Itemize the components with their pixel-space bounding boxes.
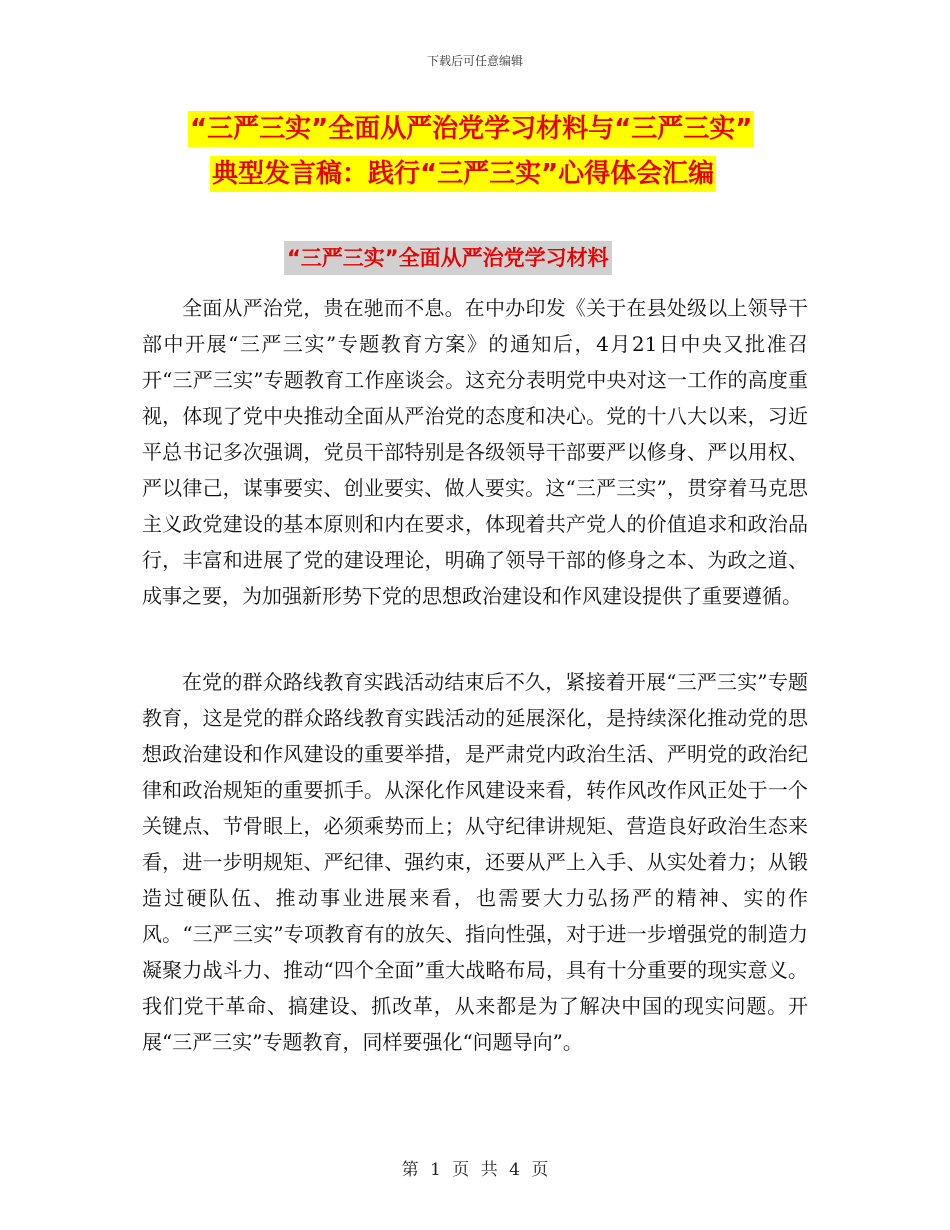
page-header-note: 下载后可任意编辑 [426,54,523,68]
section-heading: “三严三实”全面从严治党学习材料 [284,241,612,275]
page-number-footer: 第 1 页 共 4 页 [401,1160,549,1180]
document-title-line-2: 典型发言稿：践行“三严三实”心得体会汇编 [210,156,716,192]
body-paragraph: 全面从严治党，贵在驰而不息。在中办印发《关于在县处级以上领导干部中开展“三严三实”专题教育方案》的通知后，4月21日中央又批准召开“三严三实”专题教育工作座谈会。这充分表明党中央对这一工作的高度重视，体现了党中央推动全面从严治党的态度和决心。党的十八大以来，习近平总书记多次强调，党员干部特别是各级领导干部要严以修身、严以用权、严以律己，谋事要实、创业要实、做人要实。这“三严三实”，贯穿着马克思主义政党建设的基本原则和内在要求，体现着共产党人的价值追求和政治品行，丰富和进展了党的建设理论，明确了领导干部的修身之本、为政之道、成事之要，为加强新形势下党的思想政治建设和作风建设提供了重要遵循。 [142,296,808,608]
document-title-line-1: “三严三实”全面从严治党学习材料与“三严三实” [188,111,754,147]
body-paragraph: 在党的群众路线教育实践活动结束后不久，紧接着开展“三严三实”专题教育，这是党的群众路线教育实践活动的延展深化，是持续深化推动党的思想政治建设和作风建设的重要举措，是严肃党内政治生活、严明党的政治纪律和政治规矩的重要抓手。从深化作风建设来看，转作风改作风正处于一个关键点、节骨眼上，必须乘势而上；从守纪律讲规矩、营造良好政治生态来看，进一步明规矩、严纪律、强约束，还要从严上入手、从实处着力；从锻造过硬队伍、推动事业进展来看，也需要大力弘扬严的精神、实的作风。“三严三实”专项教育有的放矢、指向性强，对于进一步增强党的制造力凝聚力战斗力、推动“四个全面”重大战略布局，具有十分重要的现实意义。我们党干革命、搞建设、抓改革，从来都是为了解决中国的现实问题。开展“三严三实”专题教育，同样要强化“问题导向”。 [142,670,808,1054]
